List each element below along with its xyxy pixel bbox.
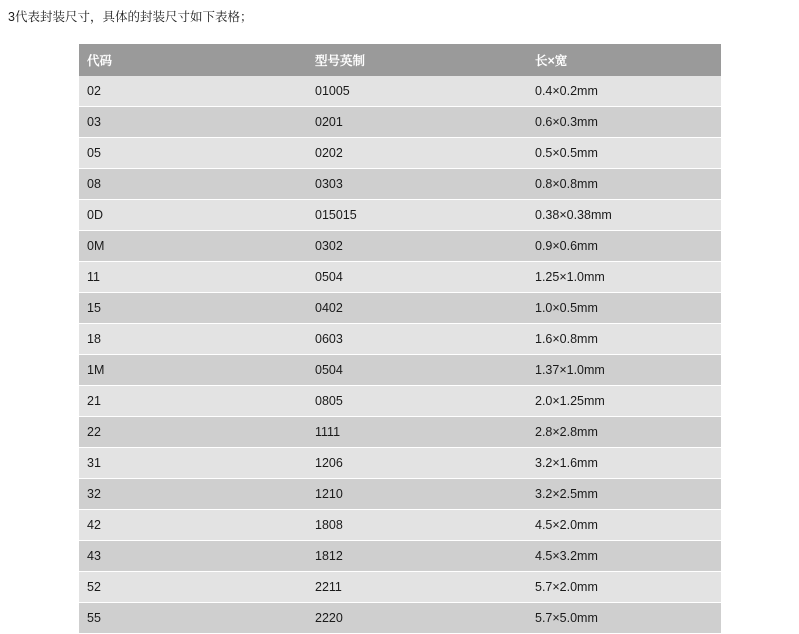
cell-model: 0402 xyxy=(307,293,527,324)
table-header xyxy=(79,44,721,76)
table-row xyxy=(79,355,721,386)
cell-code: 31 xyxy=(79,448,307,479)
cell-dimensions: 0.38×0.38mm xyxy=(527,200,721,231)
cell-model: 1210 xyxy=(307,479,527,510)
cell-model: 0504 xyxy=(307,262,527,293)
table-row xyxy=(79,262,721,293)
cell-code: 08 xyxy=(79,169,307,200)
cell-code: 52 xyxy=(79,572,307,603)
cell-model: 0805 xyxy=(307,386,527,417)
table-row xyxy=(79,510,721,541)
cell-dimensions: 0.4×0.2mm xyxy=(527,76,721,107)
table-row xyxy=(79,603,721,634)
cell-dimensions: 5.7×2.0mm xyxy=(527,572,721,603)
cell-model: 1812 xyxy=(307,541,527,572)
cell-dimensions: 3.2×1.6mm xyxy=(527,448,721,479)
cell-code: 0D xyxy=(79,200,307,231)
cell-dimensions: 3.2×2.5mm xyxy=(527,479,721,510)
table-row xyxy=(79,169,721,200)
table-row xyxy=(79,107,721,138)
cell-code: 03 xyxy=(79,107,307,138)
cell-dimensions: 4.5×3.2mm xyxy=(527,541,721,572)
cell-model: 0504 xyxy=(307,355,527,386)
cell-code: 32 xyxy=(79,479,307,510)
table-row xyxy=(79,541,721,572)
table-row xyxy=(79,138,721,169)
cell-model: 1111 xyxy=(307,417,527,448)
cell-code: 11 xyxy=(79,262,307,293)
table-row xyxy=(79,76,721,107)
table-body xyxy=(79,76,721,634)
cell-dimensions: 1.6×0.8mm xyxy=(527,324,721,355)
table-row xyxy=(79,479,721,510)
cell-code: 43 xyxy=(79,541,307,572)
cell-dimensions: 0.8×0.8mm xyxy=(527,169,721,200)
cell-model: 0201 xyxy=(307,107,527,138)
cell-code: 15 xyxy=(79,293,307,324)
cell-dimensions: 0.6×0.3mm xyxy=(527,107,721,138)
table-row xyxy=(79,200,721,231)
cell-code: 02 xyxy=(79,76,307,107)
cell-model: 0603 xyxy=(307,324,527,355)
package-size-table-container xyxy=(79,44,721,634)
cell-model: 015015 xyxy=(307,200,527,231)
cell-model: 0303 xyxy=(307,169,527,200)
cell-code: 18 xyxy=(79,324,307,355)
cell-dimensions: 5.7×5.0mm xyxy=(527,603,721,634)
table-row xyxy=(79,231,721,262)
cell-dimensions: 4.5×2.0mm xyxy=(527,510,721,541)
cell-code: 05 xyxy=(79,138,307,169)
cell-model: 2220 xyxy=(307,603,527,634)
table-row xyxy=(79,293,721,324)
column-header-model-imperial: 型号英制 xyxy=(307,44,527,76)
cell-dimensions: 0.9×0.6mm xyxy=(527,231,721,262)
cell-code: 55 xyxy=(79,603,307,634)
table-row xyxy=(79,417,721,448)
cell-model: 01005 xyxy=(307,76,527,107)
cell-dimensions: 1.37×1.0mm xyxy=(527,355,721,386)
cell-code: 21 xyxy=(79,386,307,417)
cell-model: 2211 xyxy=(307,572,527,603)
table-row xyxy=(79,448,721,479)
cell-code: 42 xyxy=(79,510,307,541)
cell-model: 1808 xyxy=(307,510,527,541)
table-row xyxy=(79,572,721,603)
table-header-row xyxy=(79,44,721,76)
column-header-code: 代码 xyxy=(79,44,307,76)
cell-model: 0202 xyxy=(307,138,527,169)
cell-dimensions: 1.25×1.0mm xyxy=(527,262,721,293)
cell-model: 0302 xyxy=(307,231,527,262)
cell-code: 1M xyxy=(79,355,307,386)
cell-dimensions: 2.0×1.25mm xyxy=(527,386,721,417)
package-size-table xyxy=(79,44,721,634)
cell-model: 1206 xyxy=(307,448,527,479)
table-row xyxy=(79,324,721,355)
cell-dimensions: 0.5×0.5mm xyxy=(527,138,721,169)
cell-dimensions: 2.8×2.8mm xyxy=(527,417,721,448)
column-header-length-width: 长×宽 xyxy=(527,44,721,76)
cell-dimensions: 1.0×0.5mm xyxy=(527,293,721,324)
cell-code: 0M xyxy=(79,231,307,262)
cell-code: 22 xyxy=(79,417,307,448)
table-row xyxy=(79,386,721,417)
intro-paragraph: 3代表封装尺寸，具体的封装尺寸如下表格； xyxy=(8,10,253,24)
